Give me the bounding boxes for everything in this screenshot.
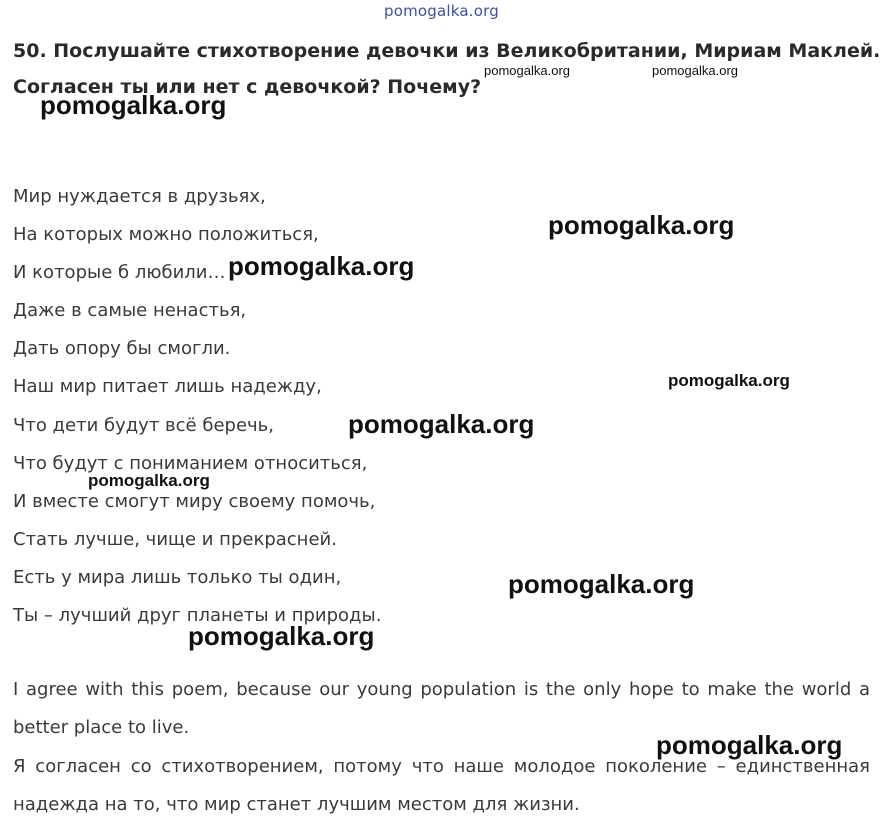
poem-line: Дать опору бы смогли.	[13, 338, 231, 360]
watermark: pomogalka.org	[348, 409, 535, 439]
question-line-1: 50. Послушайте стихотворение девочки из Великобритании, Мириам Маклей.	[13, 40, 881, 62]
poem-line: На которых можно положиться,	[13, 224, 319, 246]
watermark: pomogalka.org	[228, 251, 415, 281]
poem-line: Есть у мира лишь только ты один,	[13, 566, 342, 588]
poem-line: Мир нуждается в друзьях,	[13, 186, 266, 207]
poem	[13, 178, 381, 635]
watermark: pomogalka.org	[188, 621, 375, 651]
watermark: pomogalka.org	[652, 63, 738, 78]
poem-line: Наш мир питает лишь надежду,	[13, 376, 322, 398]
poem-line: Ты – лучший друг планеты и природы.	[13, 605, 382, 627]
watermark: pomogalka.org	[668, 371, 790, 390]
watermark: pomogalka.org	[508, 569, 695, 599]
watermark: pomogalka.org	[40, 90, 227, 120]
answer-russian: Я согласен со стихотворением, потому что наше молодое поколение – единственная надежда на то, что мир станет лучшим местом для жизни.	[13, 756, 870, 815]
watermark: pomogalka.org	[548, 210, 735, 240]
watermark: pomogalka.org	[88, 471, 210, 490]
poem-line: Что будут с пониманием относиться,	[13, 452, 368, 474]
poem-line: Что дети будут всё беречь,	[13, 414, 274, 436]
poem-line: Даже в самые ненастья,	[13, 300, 247, 322]
poem-line: И вместе смогут миру своему помочь,	[13, 490, 376, 512]
answer-english: I agree with this poem, because our young population is the only hope to make the world a better place to live.	[13, 679, 870, 738]
site-link[interactable]: pomogalka.org	[384, 2, 499, 20]
watermark: pomogalka.org	[656, 730, 843, 760]
question-line-2: Согласен ты или нет с девочкой? Почему?	[13, 76, 482, 98]
watermark: pomogalka.org	[484, 63, 570, 78]
poem-line: И которые б любили…	[13, 262, 226, 284]
poem-line: Стать лучше, чище и прекрасней.	[13, 528, 337, 550]
